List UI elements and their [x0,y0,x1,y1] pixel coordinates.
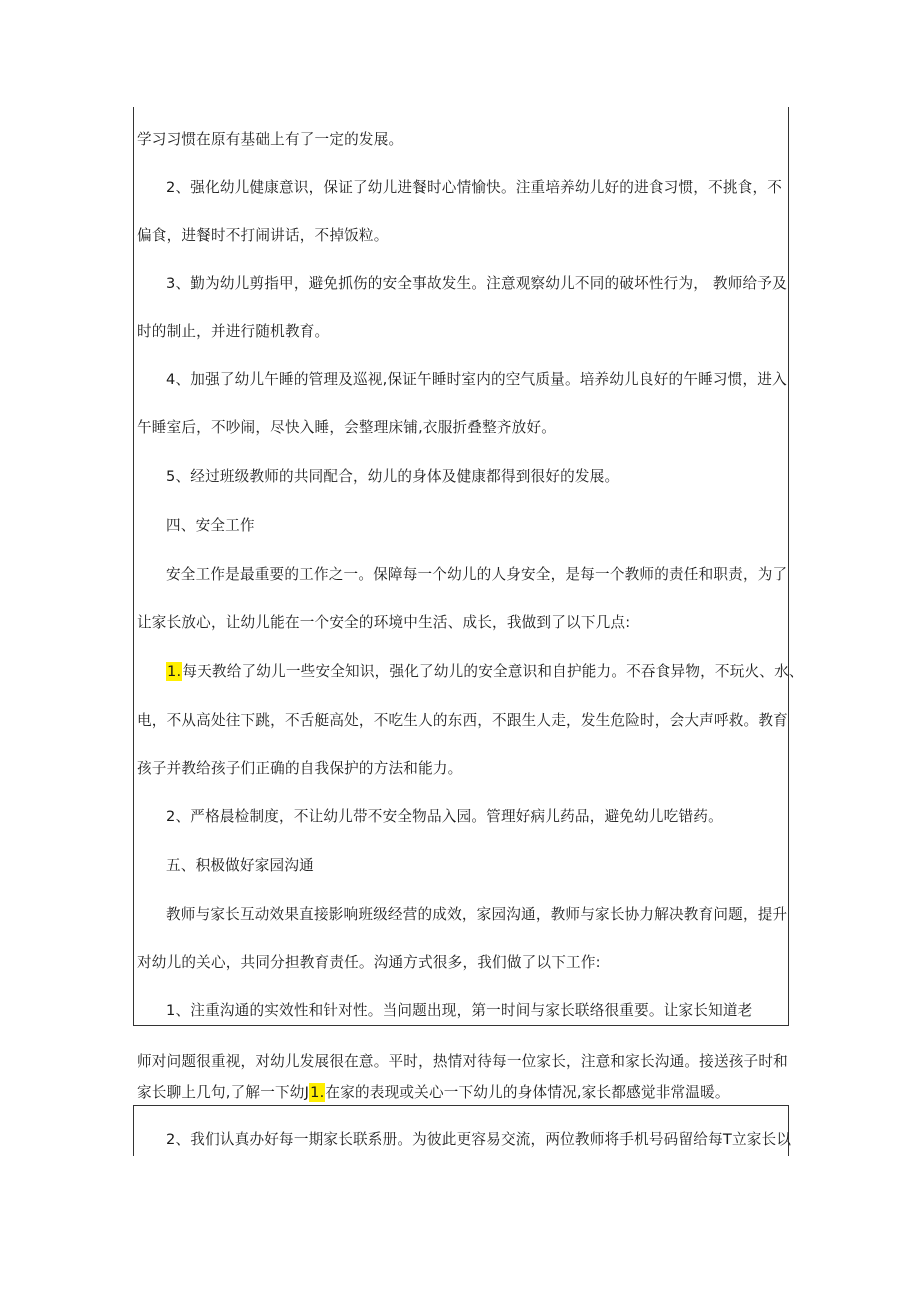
text-line: 安全工作是最重要的工作之一。保障每一个幼儿的人身安全，是每一个教师的责任和职责，为了 [166,566,788,583]
text-line: 2、我们认真办好每一期家长联系册。为彼此更容易交流，两位教师将手机号码留给每T立家长以 [166,1131,792,1148]
text-span: 家长聊上几句,了解一下幼J [137,1084,310,1101]
section-heading: 四、安全工作 [166,517,255,534]
text-line [166,662,804,682]
text-line: 时的制止，并进行随机教育。 [137,323,330,340]
text-line: 偏食，进餐时不打闹讲话，不掉饭粒。 [137,227,389,244]
text-line: 让家长放心，让幼儿能在一个安全的环境中生活、成长，我做到了以下几点: [137,614,631,631]
text-line: 2、强化幼儿健康意识，保证了幼儿进餐时心情愉快。注重培养幼儿好的进食习惯，不挑食，不 [166,179,783,196]
text-line: 师对问题很重视，对幼儿发展很在意。平时，热情对待每一位家长，注意和家长沟通。接送孩子时和 [137,1053,788,1070]
highlighted-number: 1. [310,1084,325,1101]
text-line: 对幼儿的关心，共同分担教育责任。沟通方式很多，我们做了以下工作: [137,954,601,971]
text-line: 教师与家长互动效果直接影响班级经营的成效，家园沟通，教师与家长协力解决教育问题，提升 [166,906,788,923]
text-line: 电，不从高处往下跳，不舌艇高处，不吃生人的东西，不跟生人走，发生危险时，会大声呼救。教育 [137,712,788,729]
text-line: 午睡室后，不吵闹，尽快入睡，会整理床铺,衣服折叠整齐放好。 [137,419,557,436]
text-line: 2、严格晨检制度，不让幼儿带不安全物品入园。管理好病儿药品，避免幼儿吃错药。 [166,808,723,825]
text-line: 5、经过班级教师的共同配合，幼儿的身体及健康都得到很好的发展。 [166,468,620,485]
text-line: 1、注重沟通的实效性和针对性。当问题出现，第一时间与家长联络很重要。让家长知道老 [166,1002,753,1019]
text-line: 学习习惯在原有基础上有了一定的发展。 [137,131,404,148]
text-span: 在家的表现或关心一下幼儿的身体情况,家长都感觉非常温暖。 [325,1084,730,1101]
section-heading: 五、积极做好家园沟通 [166,857,314,874]
text-line: 3、勤为幼儿剪指甲，避免抓伤的安全事故发生。注意观察幼儿不同的破坏性行为， 教师给予及 [166,275,787,292]
text-span: 每天教给了幼儿一些安全知识，强化了幼儿的安全意识和自护能力。不吞食异物，不玩火、水、 [182,663,804,680]
text-line [137,1083,730,1103]
text-line: 孩子并教给孩子们正确的自我保护的方法和能力。 [137,760,463,777]
highlighted-number: 1. [167,663,182,680]
text-line: 4、加强了幼儿午睡的管理及巡视,保证午睡时室内的空气质量。培养幼儿良好的午睡习惯，进入 [166,371,787,388]
